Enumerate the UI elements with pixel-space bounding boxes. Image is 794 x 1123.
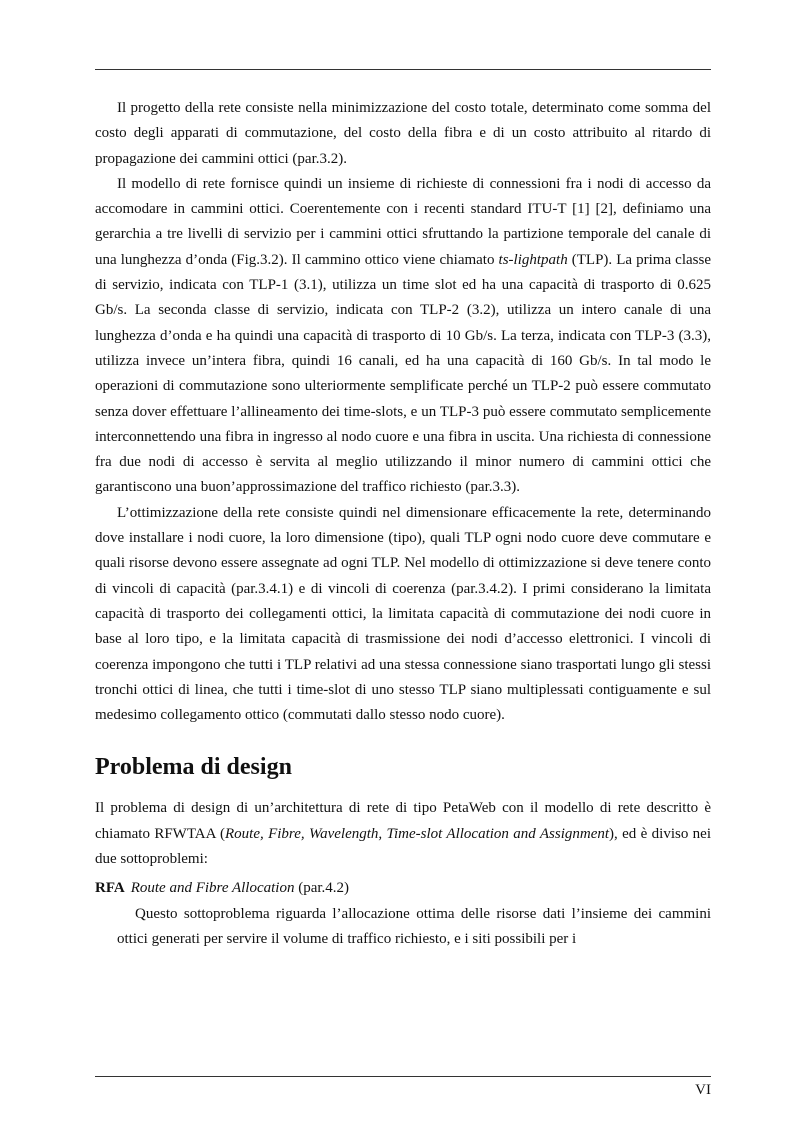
header-rule (95, 69, 711, 70)
term-abbreviation: RFA (95, 880, 125, 897)
definition-list (95, 876, 711, 952)
paragraph-project-cost: Il progetto della rete consiste nella minimizzazione del costo totale, determinato come somma del costo degli apparati di commutazione, del costo della fibra e di un costo attribuito al ritardo di propagazione dei cammini ottici (par.3.2). (95, 100, 711, 167)
term-full-name: Route and Fibre Allocation (130, 880, 295, 897)
term-reference: (par.4.2) (294, 880, 350, 897)
paragraph-design-intro (95, 796, 711, 872)
paragraph-network-model-part1: Il modello di rete fornisce quindi un insieme di richieste di connessioni fra i nodi di accesso da accomodare in cammini ottici. Coerentemente con i recenti standard ITU-T [1] [2], definiamo una gerarchia a tre livelli di servizio per i cammini ottici sfruttando la partizione temporale del canale di una lunghezza d’onda (Fig.3.2). Il cammino ottico viene chiamato (95, 175, 711, 268)
term-ts-lightpath: ts-lightpath (498, 251, 568, 268)
design-intro-part1: Il problema di design di un’architettura di rete di tipo PetaWeb con il modello di rete descritto è chiamato RFWTAA ( (95, 800, 711, 842)
page-number: VI (695, 1082, 711, 1098)
footer-rule (95, 1076, 711, 1077)
section-title: Problema di design (95, 754, 292, 781)
design-intro-part2: ), ed è diviso nei due sottoproblemi: (95, 825, 712, 868)
paragraph-optimization: L’ottimizzazione della rete consiste quindi nel dimensionare efficacemente la rete, determinando dove installare i nodi cuore, la loro dimensione (tipo), quali TLP ogni nodo cuore deve commutare e quali risorse devono essere assegnate ad ogni TLP. Nel modello di ottimizzazione si deve tenere conto di vincoli di capacità (par.3.4.1) e di vincoli di coerenza (par.3.4.2). I primi considerano la limitata capacità di trasporto dei collegamenti ottici, la limitata capacità di commutazione dei nodi cuore in base al loro tipo, e la limitata capacità di trasmissione dei nodi d’accesso elettronici. I vincoli di coerenza impongono che tutti i TLP relativi ad una stessa connessione siano trasportati lungo gli stessi tronchi ottici di linea, che tutti i time-slot di uno stesso TLP siano multiplessati contiguamente e sul medesimo collegamento ottico (commutati dallo stesso nodo cuore). (95, 504, 711, 724)
design-intro-acronym-expansion: Route, Fibre, Wavelength, Time-slot Allocation and Assignment (225, 825, 610, 842)
paragraph-network-model-part2: (TLP). La prima classe di servizio, indicata con TLP-1 (3.1), utilizza un time slot ed ha una capacità di trasporto di 0.625 Gb/s. La seconda classe di servizio, indicata con TLP-2 (3.2), utilizza un intero canale di una lunghezza d’onda e ha quindi una capacità di trasporto di 10 Gb/s. La terza, indicata con TLP-3 (3.3), utilizza invece un’intera fibra, quindi 16 canali, ed ha una capacità di 160 Gb/s. In tal modo le operazioni di commutazione sono ulteriormente semplificate perché un TLP-2 può essere commutato senza dover effettuare l’allineamento dei time-slots, e un TLP-3 può essere commutato semplicemente interconnettendo una fibra in ingresso al nodo cuore e una fibra in uscita. Una richiesta di connessione fra due nodi di accesso è servita al meglio utilizzando il minor numero di cammini ottici che garantiscono una buon’approssimazione del traffico richiesto (par.3.3). (95, 251, 711, 496)
paragraph-network-model (95, 172, 711, 501)
definition-description-rfa: Questo sottoproblema riguarda l’allocazione ottima delle risorse dati l’insieme dei cammini ottici generati per servire il volume di traffico richiesto, e i siti possibili per i (117, 905, 711, 947)
definition-term-rfa (95, 876, 711, 901)
page-body (95, 96, 711, 952)
